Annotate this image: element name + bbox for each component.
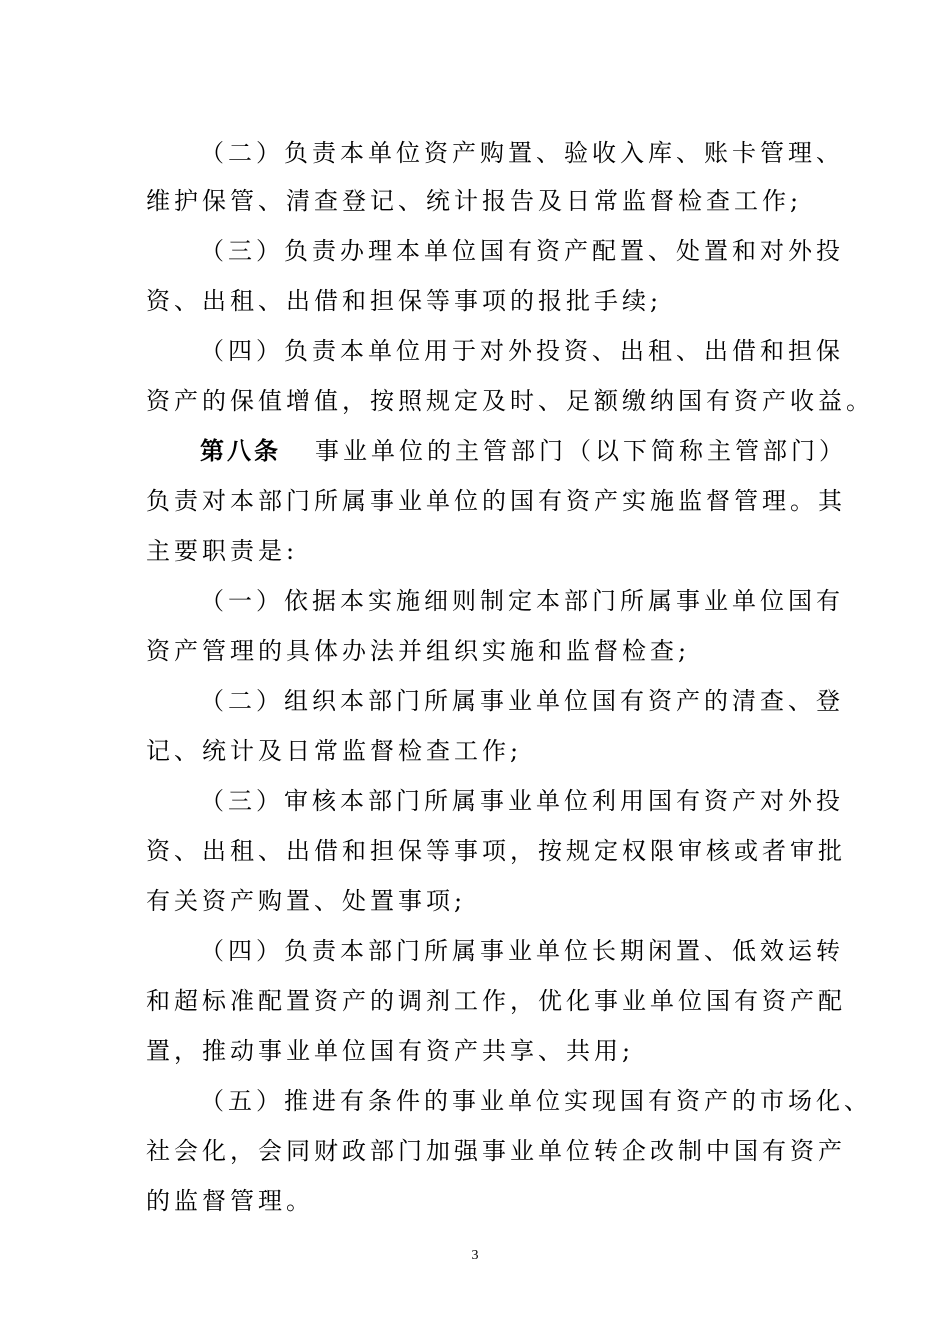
article-number: 第八条 [200,436,281,465]
paragraph-line: 资产的保值增值，按照规定及时、足额缴纳国有资产收益。 [146,387,874,415]
paragraph-line: 资、出租、出借和担保等事项的报批手续; [146,287,663,315]
paragraph-line: 资产管理的具体办法并组织实施和监督检查; [146,637,691,665]
paragraph-line: （二）组织本部门所属事业单位国有资产的清查、登 [200,687,844,715]
paragraph-line: （三）审核本部门所属事业单位利用国有资产对外投 [200,787,844,815]
paragraph-line: 和超标准配置资产的调剂工作，优化事业单位国有资产配 [146,987,846,1015]
paragraph-line: 记、统计及日常监督检查工作; [146,737,523,765]
paragraph-line: 社会化，会同财政部门加强事业单位转企改制中国有资产 [146,1137,846,1165]
article-text: 事业单位的主管部门（以下简称主管部门） [315,437,847,465]
paragraph-line: 的监督管理。 [146,1187,314,1215]
paragraph-line: 主要职责是: [146,537,299,565]
paragraph-line: 置，推动事业单位国有资产共享、共用; [146,1037,635,1065]
paragraph-line: （五）推进有条件的事业单位实现国有资产的市场化、 [200,1087,872,1115]
paragraph-line: 资、出租、出借和担保等事项，按规定权限审核或者审批 [146,837,846,865]
page-number: 3 [471,1248,479,1263]
paragraph-line: （四）负责本部门所属事业单位长期闲置、低效运转 [200,937,844,965]
paragraph-line: （四）负责本单位用于对外投资、出租、出借和担保 [200,337,844,365]
paragraph-line: （三）负责办理本单位国有资产配置、处置和对外投 [200,237,844,265]
article-heading-line [200,436,847,466]
paragraph-line: （二）负责本单位资产购置、验收入库、账卡管理、 [200,139,844,167]
paragraph-line: 有关资产购置、处置事项; [146,887,467,915]
paragraph-line: （一）依据本实施细则制定本部门所属事业单位国有 [200,587,844,615]
paragraph-line: 负责对本部门所属事业单位的国有资产实施监督管理。其 [146,487,846,515]
paragraph-line: 维护保管、清查登记、统计报告及日常监督检查工作; [146,187,803,215]
